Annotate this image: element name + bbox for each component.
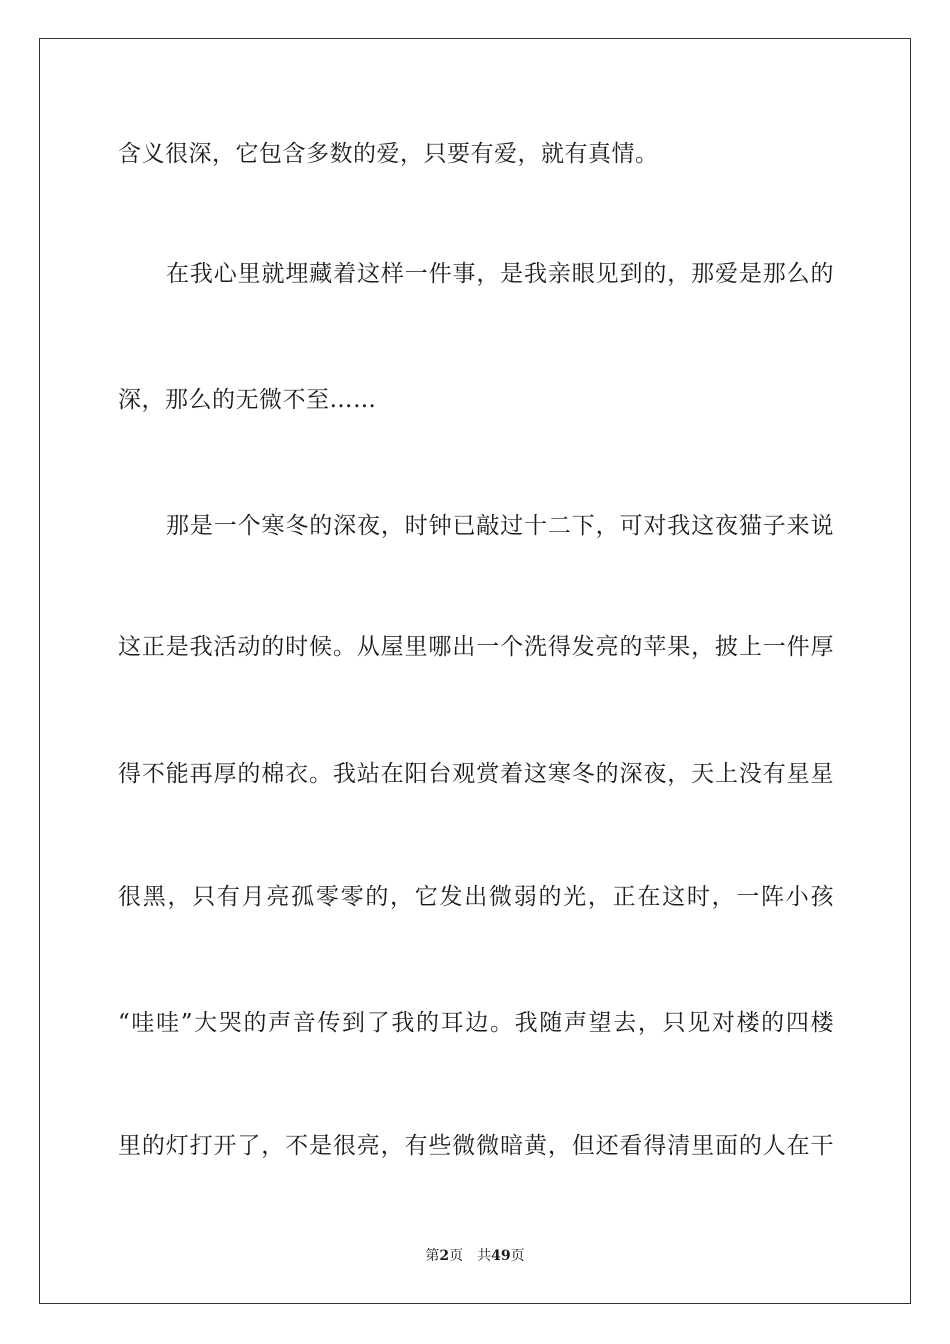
page-prefix: 第 <box>425 1248 440 1264</box>
page-number: 2 <box>439 1248 450 1264</box>
text-line: “哇哇”大哭的声音传到了我的耳边。我随声望去，只见对楼的四楼 <box>118 1010 834 1036</box>
total-suffix: 页 <box>510 1248 525 1264</box>
text-line: 那是一个寒冬的深夜，时钟已敲过十二下，可对我这夜猫子来说 <box>166 513 834 539</box>
page-border <box>39 38 911 1304</box>
total-prefix: 共 <box>477 1248 492 1264</box>
text-line: 里的灯打开了，不是很亮，有些微微暗黄，但还看得清里面的人在干 <box>118 1133 834 1159</box>
page-suffix: 页 <box>449 1248 464 1264</box>
total-pages: 49 <box>491 1248 511 1264</box>
text-line: 这正是我活动的时候。从屋里哪出一个洗得发亮的苹果，披上一件厚 <box>118 634 834 660</box>
text-line: 得不能再厚的棉衣。我站在阳台观赏着这寒冬的深夜，天上没有星星 <box>118 761 834 787</box>
text-line: 深，那么的无微不至…… <box>118 387 377 413</box>
text-line: 很黑，只有月亮孤零零的，它发出微弱的光，正在这时，一阵小孩 <box>118 884 834 910</box>
text-line: 含义很深，它包含多数的爱，只要有爱，就有真情。 <box>118 141 659 167</box>
page-footer <box>0 1246 950 1266</box>
text-line: 在我心里就埋藏着这样一件事，是我亲眼见到的，那爱是那么的 <box>166 261 834 287</box>
